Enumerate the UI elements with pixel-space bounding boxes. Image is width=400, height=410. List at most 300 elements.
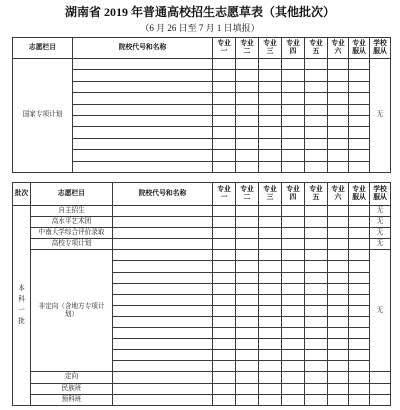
- major-2-cell: [236, 239, 259, 250]
- major-4-cell: [282, 104, 305, 115]
- major-2-cell: [236, 316, 259, 327]
- major-4-cell: [282, 350, 305, 361]
- major-6-cell: [328, 339, 349, 350]
- major-4-cell: [282, 316, 305, 327]
- header-major-6-label: 专业六: [331, 39, 345, 55]
- category-label: 自主招生: [58, 207, 85, 215]
- major-1-cell: [213, 372, 236, 383]
- school-cell: [113, 305, 213, 316]
- major-obey-cell: [349, 93, 370, 104]
- category-cell: [31, 394, 113, 405]
- major-5-cell: [305, 127, 328, 138]
- school-cell: [73, 161, 213, 172]
- volunteer-table-undergraduate-batch: [12, 182, 391, 406]
- table-row: [13, 228, 391, 239]
- major-5-cell: [305, 394, 328, 405]
- major-obey-cell: [349, 81, 370, 92]
- major-4-cell: [282, 283, 305, 294]
- major-2-cell: [236, 127, 259, 138]
- header-major-1-label: 专业一: [217, 39, 231, 55]
- major-2-cell: [236, 115, 259, 126]
- header-major-6: [328, 38, 349, 59]
- major-3-cell: [259, 239, 282, 250]
- major-6-cell: [328, 138, 349, 149]
- header-major-3-label: 专业三: [263, 185, 277, 201]
- major-6-cell: [328, 361, 349, 372]
- major-2-cell: [236, 383, 259, 394]
- major-obey-cell: [349, 361, 370, 372]
- major-1-cell: [213, 228, 236, 239]
- school-obey-value: 无: [376, 306, 384, 314]
- major-4-cell: [282, 250, 305, 261]
- major-4-cell: [282, 70, 305, 81]
- header-school-obey: [370, 183, 391, 206]
- header-major-3: [259, 183, 282, 206]
- major-6-cell: [328, 250, 349, 261]
- major-obey-cell: [349, 206, 370, 217]
- major-4-cell: [282, 339, 305, 350]
- category-cell: [31, 239, 113, 250]
- major-obey-cell: [349, 272, 370, 283]
- school-cell: [113, 383, 213, 394]
- major-5-cell: [305, 217, 328, 228]
- header-major-6: [328, 183, 349, 206]
- major-2-cell: [236, 138, 259, 149]
- table-row: [13, 394, 391, 405]
- major-4-cell: [282, 261, 305, 272]
- header-major-5-label: 专业五: [309, 39, 323, 55]
- header-category: 志愿栏目: [13, 38, 73, 59]
- major-4-cell: [282, 138, 305, 149]
- major-3-cell: [259, 138, 282, 149]
- header-school-obey: [370, 38, 391, 59]
- major-3-cell: [259, 394, 282, 405]
- header-major-4-label: 专业四: [286, 185, 300, 201]
- major-6-cell: [328, 59, 349, 70]
- major-1-cell: [213, 127, 236, 138]
- header-school: 院校代号和名称: [73, 38, 213, 59]
- major-5-cell: [305, 372, 328, 383]
- major-6-cell: [328, 228, 349, 239]
- school-cell: [113, 394, 213, 405]
- major-1-cell: [213, 261, 236, 272]
- major-3-cell: [259, 206, 282, 217]
- header-major-2: [236, 38, 259, 59]
- school-cell: [113, 294, 213, 305]
- major-3-cell: [259, 127, 282, 138]
- major-4-cell: [282, 150, 305, 161]
- major-2-cell: [236, 328, 259, 339]
- school-obey-cell: [370, 239, 391, 250]
- major-1-cell: [213, 328, 236, 339]
- major-obey-cell: [349, 70, 370, 81]
- school-cell: [73, 59, 213, 70]
- major-1-cell: [213, 283, 236, 294]
- major-2-cell: [236, 272, 259, 283]
- header-school-obey-label: 学校服从: [373, 185, 387, 201]
- school-cell: [73, 93, 213, 104]
- major-5-cell: [305, 283, 328, 294]
- header-row: [13, 183, 391, 206]
- major-obey-cell: [349, 104, 370, 115]
- school-cell: [73, 150, 213, 161]
- major-3-cell: [259, 372, 282, 383]
- header-batch: [13, 183, 31, 206]
- school-obey-cell: [370, 372, 391, 383]
- school-obey-cell: [370, 59, 391, 173]
- major-6-cell: [328, 394, 349, 405]
- major-5-cell: [305, 305, 328, 316]
- header-major-2: [236, 183, 259, 206]
- major-1-cell: [213, 294, 236, 305]
- major-1-cell: [213, 206, 236, 217]
- major-5-cell: [305, 115, 328, 126]
- major-4-cell: [282, 127, 305, 138]
- major-4-cell: [282, 228, 305, 239]
- major-3-cell: [259, 350, 282, 361]
- major-3-cell: [259, 115, 282, 126]
- major-2-cell: [236, 294, 259, 305]
- school-cell: [73, 70, 213, 81]
- major-obey-cell: [349, 283, 370, 294]
- major-5-cell: [305, 150, 328, 161]
- category-cell: [31, 383, 113, 394]
- major-6-cell: [328, 104, 349, 115]
- major-obey-cell: [349, 250, 370, 261]
- header-major-obey-label: 专业服从: [352, 39, 366, 55]
- table-row: [13, 383, 391, 394]
- major-obey-cell: [349, 161, 370, 172]
- category-cell: [13, 59, 73, 173]
- major-1-cell: [213, 70, 236, 81]
- category-label: 非定向（含地方专项计划）: [38, 302, 105, 318]
- table-row: [13, 372, 391, 383]
- major-4-cell: [282, 217, 305, 228]
- major-obey-cell: [349, 115, 370, 126]
- major-5-cell: [305, 383, 328, 394]
- major-5-cell: [305, 328, 328, 339]
- major-obey-cell: [349, 305, 370, 316]
- category-cell: [31, 217, 113, 228]
- header-school: 院校代号和名称: [113, 183, 213, 206]
- major-5-cell: [305, 339, 328, 350]
- major-2-cell: [236, 283, 259, 294]
- major-2-cell: [236, 361, 259, 372]
- major-5-cell: [305, 294, 328, 305]
- major-1-cell: [213, 81, 236, 92]
- batch-label: 本科一批: [18, 285, 25, 326]
- major-1-cell: [213, 350, 236, 361]
- header-school-obey-label: 学校服从: [373, 39, 387, 55]
- major-3-cell: [259, 361, 282, 372]
- school-cell: [113, 261, 213, 272]
- header-major-3: [259, 38, 282, 59]
- major-obey-cell: [349, 294, 370, 305]
- major-3-cell: [259, 383, 282, 394]
- major-2-cell: [236, 104, 259, 115]
- major-2-cell: [236, 261, 259, 272]
- major-3-cell: [259, 217, 282, 228]
- major-obey-cell: [349, 150, 370, 161]
- major-6-cell: [328, 115, 349, 126]
- major-obey-cell: [349, 394, 370, 405]
- major-5-cell: [305, 93, 328, 104]
- table-row: [13, 59, 391, 70]
- major-3-cell: [259, 261, 282, 272]
- major-4-cell: [282, 383, 305, 394]
- major-1-cell: [213, 361, 236, 372]
- major-1-cell: [213, 104, 236, 115]
- major-3-cell: [259, 70, 282, 81]
- major-4-cell: [282, 294, 305, 305]
- school-obey-value: 无: [376, 111, 384, 119]
- header-major-1-label: 专业一: [217, 185, 231, 201]
- table-row: [13, 217, 391, 228]
- major-6-cell: [328, 328, 349, 339]
- major-5-cell: [305, 138, 328, 149]
- major-6-cell: [328, 305, 349, 316]
- major-6-cell: [328, 93, 349, 104]
- major-4-cell: [282, 272, 305, 283]
- header-major-1: [213, 38, 236, 59]
- major-6-cell: [328, 161, 349, 172]
- major-5-cell: [305, 272, 328, 283]
- major-3-cell: [259, 305, 282, 316]
- header-major-obey: [349, 183, 370, 206]
- school-cell: [113, 206, 213, 217]
- major-obey-cell: [349, 339, 370, 350]
- header-batch-label: 批次: [14, 189, 29, 197]
- school-obey-cell: [370, 206, 391, 217]
- category-cell: [31, 228, 113, 239]
- major-1-cell: [213, 316, 236, 327]
- major-4-cell: [282, 115, 305, 126]
- major-2-cell: [236, 250, 259, 261]
- major-5-cell: [305, 104, 328, 115]
- school-cell: [113, 350, 213, 361]
- major-3-cell: [259, 328, 282, 339]
- major-2-cell: [236, 339, 259, 350]
- school-obey-cell: [370, 250, 391, 372]
- header-row: [13, 38, 391, 59]
- header-major-4: [282, 38, 305, 59]
- major-6-cell: [328, 294, 349, 305]
- school-cell: [73, 81, 213, 92]
- major-3-cell: [259, 81, 282, 92]
- major-obey-cell: [349, 138, 370, 149]
- school-obey-value: 无: [376, 218, 384, 226]
- school-cell: [113, 372, 213, 383]
- major-1-cell: [213, 138, 236, 149]
- major-6-cell: [328, 217, 349, 228]
- major-2-cell: [236, 70, 259, 81]
- major-obey-cell: [349, 316, 370, 327]
- major-6-cell: [328, 239, 349, 250]
- major-6-cell: [328, 316, 349, 327]
- major-1-cell: [213, 93, 236, 104]
- major-2-cell: [236, 206, 259, 217]
- major-1-cell: [213, 339, 236, 350]
- major-2-cell: [236, 217, 259, 228]
- category-label: 国家专项计划: [22, 111, 63, 119]
- school-cell: [113, 361, 213, 372]
- category-cell: [31, 206, 113, 217]
- major-4-cell: [282, 328, 305, 339]
- major-6-cell: [328, 383, 349, 394]
- major-obey-cell: [349, 217, 370, 228]
- school-cell: [73, 115, 213, 126]
- category-cell: [31, 250, 113, 372]
- category-cell: [31, 372, 113, 383]
- school-obey-value: 无: [376, 229, 384, 237]
- header-major-5: [305, 38, 328, 59]
- major-1-cell: [213, 239, 236, 250]
- category-label: 预科班: [61, 395, 82, 403]
- school-obey-cell: [370, 383, 391, 394]
- major-1-cell: [213, 59, 236, 70]
- header-major-4: [282, 183, 305, 206]
- header-major-6-label: 专业六: [331, 185, 345, 201]
- page-title: 湖南省 2019 年普通高校招生志愿草表（其他批次）: [64, 5, 335, 19]
- category-label: 高校专项计划: [51, 240, 92, 248]
- major-5-cell: [305, 161, 328, 172]
- major-obey-cell: [349, 383, 370, 394]
- header-major-3-label: 专业三: [263, 39, 277, 55]
- table-row: [13, 250, 391, 261]
- major-4-cell: [282, 394, 305, 405]
- major-2-cell: [236, 150, 259, 161]
- major-5-cell: [305, 261, 328, 272]
- major-1-cell: [213, 161, 236, 172]
- major-6-cell: [328, 261, 349, 272]
- major-obey-cell: [349, 261, 370, 272]
- major-1-cell: [213, 272, 236, 283]
- major-6-cell: [328, 206, 349, 217]
- school-obey-value: 无: [376, 207, 384, 215]
- major-1-cell: [213, 150, 236, 161]
- major-2-cell: [236, 81, 259, 92]
- major-4-cell: [282, 161, 305, 172]
- major-5-cell: [305, 250, 328, 261]
- major-3-cell: [259, 272, 282, 283]
- major-4-cell: [282, 206, 305, 217]
- major-5-cell: [305, 350, 328, 361]
- category-label: 高水平艺术团: [51, 218, 92, 226]
- major-3-cell: [259, 150, 282, 161]
- major-1-cell: [213, 217, 236, 228]
- school-obey-cell: [370, 228, 391, 239]
- major-6-cell: [328, 272, 349, 283]
- major-2-cell: [236, 161, 259, 172]
- volunteer-table-national-special: [12, 37, 391, 173]
- major-5-cell: [305, 81, 328, 92]
- major-2-cell: [236, 372, 259, 383]
- major-6-cell: [328, 150, 349, 161]
- major-4-cell: [282, 81, 305, 92]
- major-obey-cell: [349, 239, 370, 250]
- major-5-cell: [305, 206, 328, 217]
- major-5-cell: [305, 361, 328, 372]
- major-2-cell: [236, 59, 259, 70]
- major-5-cell: [305, 316, 328, 327]
- major-obey-cell: [349, 228, 370, 239]
- school-cell: [113, 228, 213, 239]
- header-major-2-label: 专业二: [240, 185, 254, 201]
- major-6-cell: [328, 81, 349, 92]
- major-1-cell: [213, 394, 236, 405]
- major-1-cell: [213, 305, 236, 316]
- major-6-cell: [328, 350, 349, 361]
- major-4-cell: [282, 361, 305, 372]
- page-subtitle: （6 月 26 日至 7 月 1 日填报）: [140, 23, 260, 33]
- major-obey-cell: [349, 350, 370, 361]
- major-obey-cell: [349, 328, 370, 339]
- school-cell: [113, 328, 213, 339]
- major-obey-cell: [349, 127, 370, 138]
- school-cell: [113, 316, 213, 327]
- table-row: [13, 239, 391, 250]
- major-6-cell: [328, 127, 349, 138]
- major-3-cell: [259, 250, 282, 261]
- major-1-cell: [213, 383, 236, 394]
- category-label: 民族班: [61, 384, 82, 392]
- major-6-cell: [328, 70, 349, 81]
- major-1-cell: [213, 250, 236, 261]
- major-obey-cell: [349, 59, 370, 70]
- school-cell: [113, 283, 213, 294]
- header-major-obey-label: 专业服从: [352, 185, 366, 201]
- header-category: 志愿栏目: [31, 183, 113, 206]
- major-2-cell: [236, 394, 259, 405]
- batch-cell: [13, 206, 31, 406]
- major-4-cell: [282, 239, 305, 250]
- major-2-cell: [236, 350, 259, 361]
- major-2-cell: [236, 93, 259, 104]
- school-cell: [113, 250, 213, 261]
- school-cell: [113, 239, 213, 250]
- header-major-obey: [349, 38, 370, 59]
- major-5-cell: [305, 239, 328, 250]
- major-3-cell: [259, 93, 282, 104]
- major-6-cell: [328, 283, 349, 294]
- major-5-cell: [305, 70, 328, 81]
- major-5-cell: [305, 59, 328, 70]
- school-obey-cell: [370, 217, 391, 228]
- major-3-cell: [259, 59, 282, 70]
- major-3-cell: [259, 339, 282, 350]
- school-cell: [113, 272, 213, 283]
- school-cell: [113, 339, 213, 350]
- major-3-cell: [259, 294, 282, 305]
- major-2-cell: [236, 305, 259, 316]
- major-3-cell: [259, 316, 282, 327]
- school-cell: [73, 104, 213, 115]
- major-obey-cell: [349, 372, 370, 383]
- school-obey-value: 无: [376, 240, 384, 248]
- major-4-cell: [282, 372, 305, 383]
- major-6-cell: [328, 372, 349, 383]
- header-major-2-label: 专业二: [240, 39, 254, 55]
- major-3-cell: [259, 161, 282, 172]
- major-4-cell: [282, 305, 305, 316]
- major-4-cell: [282, 59, 305, 70]
- major-2-cell: [236, 228, 259, 239]
- category-label: 中南大学综合评价录取: [38, 229, 105, 237]
- school-cell: [73, 138, 213, 149]
- major-3-cell: [259, 228, 282, 239]
- major-1-cell: [213, 115, 236, 126]
- major-4-cell: [282, 93, 305, 104]
